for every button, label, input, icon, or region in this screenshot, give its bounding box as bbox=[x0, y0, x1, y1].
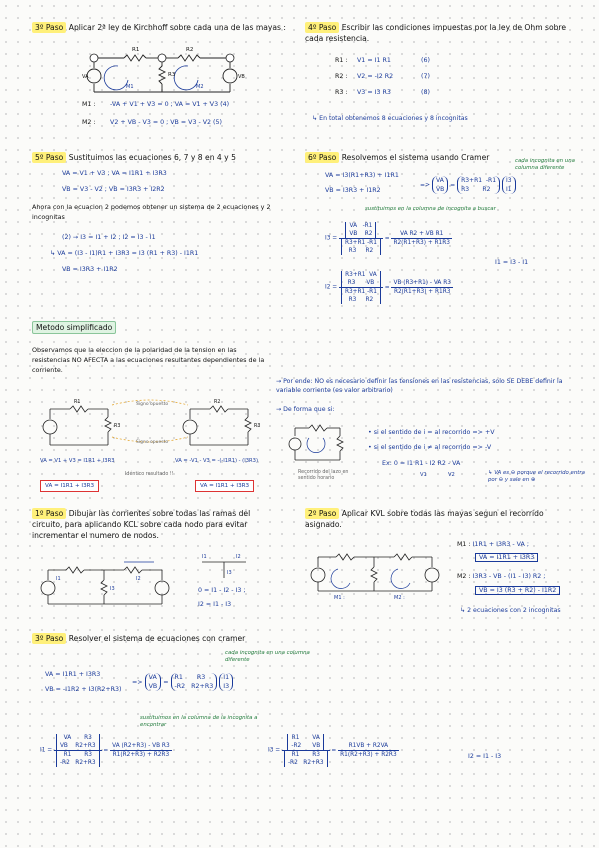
step3b-heading: Resolver el sistema de ecuaciones con cramer bbox=[68, 634, 246, 643]
svg-text:M1: M1 bbox=[126, 84, 134, 90]
step1-title: 1º Paso bbox=[32, 508, 66, 519]
step3a-header bbox=[32, 22, 287, 33]
node-diagram bbox=[198, 548, 258, 580]
step1-circuit bbox=[36, 558, 186, 608]
fig-mid: Idéntico resultado !! bbox=[125, 472, 174, 477]
step3a-heading: Aplicar 2ª ley de Kirchhoff sobre cada una de las mayas : bbox=[68, 23, 286, 32]
svg-text:I3: I3 bbox=[227, 570, 232, 576]
step1-kcl2: I2 = I1 - I3 bbox=[198, 601, 232, 608]
step3b-note-top: cada incognita en una columna diferente bbox=[225, 650, 310, 663]
step5-eq4: ↳ VA = (I3 - I1)R1 + I3R3 = I3 (R1 + R3) - I1R1 bbox=[50, 250, 199, 257]
step5-eq5: VB = I3R3 + I1R2 bbox=[62, 266, 118, 273]
simplified-note1: → Por ende: NO es necesario definir las tensiones en las resistencias, solo SE DEBE definir la variable corriente (es valor arbitrario) bbox=[276, 378, 563, 394]
step2-m1-box: VA = I1R1 + I3R3 bbox=[475, 553, 538, 563]
svg-text:I2: I2 bbox=[136, 576, 141, 582]
step4-heading: Escribir las condiciones impuestas por la ley de Ohm sobre cada resistencia. bbox=[305, 23, 567, 43]
step5-eq2: VB = V3 - V2 ; VB = I3R3 + I2R2 bbox=[62, 186, 165, 193]
simplified-observation: Observamos que la eleccion de la polaridad de la tension en las resistencias NO AFECTA a las ecuaciones resultantes dependientes de la corriente. bbox=[32, 346, 265, 374]
fig-eq-right: VA = -V1 - V3 = -(-I1R1) - (I3R3) bbox=[175, 458, 258, 464]
step3b-matrix-system: => VA VB = R1 R3 -R2 R2+R3 I1 I3 bbox=[132, 673, 233, 691]
svg-text:R3: R3 bbox=[254, 424, 261, 429]
step6-matrix-system: => VA VB = R3+R1 -R1 R3 R2 I3 I1 bbox=[420, 176, 516, 194]
step2-m2-box: VB = I3 (R3 + R2) - I1R2 bbox=[475, 586, 560, 596]
step3a-m1: M1 : -VA + V1 + V3 = 0 ; VA = V1 + V3 (4) bbox=[82, 101, 230, 108]
bullet-2: • si el sentido de i ≠ al recorrido => -V bbox=[368, 444, 492, 451]
example-sub2: V2 bbox=[448, 472, 455, 478]
svg-text:VB: VB bbox=[238, 74, 245, 80]
simplified-note2: → De forma que si: bbox=[276, 406, 335, 413]
step2-note: ↳ 2 ecuaciones con 2 incognitas bbox=[460, 607, 561, 614]
step6-eqB: VB = I3R3 + I1R2 bbox=[325, 187, 381, 194]
step2-circuit bbox=[306, 545, 456, 603]
step3b-header bbox=[32, 633, 245, 644]
step6-heading: Resolvemos el sistema usando Cramer bbox=[341, 153, 490, 162]
fig-box-left: VA = I1R1 + I3R3 bbox=[40, 480, 99, 492]
step5-heading: Sustituimos las ecuaciones 6, 7 y 8 en 4 y 5 bbox=[68, 153, 236, 162]
step6-header bbox=[305, 152, 489, 163]
step4-header bbox=[305, 22, 580, 44]
fig-box-right: VA = I1R1 + I3R3 bbox=[195, 480, 254, 492]
label-bot-arrow: Signo opuesto bbox=[136, 440, 169, 445]
step6-eqA: VA = I3(R1+R3) + I1R1 bbox=[325, 172, 399, 179]
step6-title: 6º Paso bbox=[305, 152, 339, 163]
step3b-eqA: VA = I1R1 + I3R3 bbox=[45, 671, 101, 678]
step3b-I3-cramer: I3 = R1 VA -R2 VB R1 R3 -R2 R2+R3 = $\frac{R1VB + R2VA}{R1(R2+R3) + R2R3}$ bbox=[268, 735, 397, 766]
svg-text:I1: I1 bbox=[56, 576, 61, 582]
simplified-circuit bbox=[40, 397, 270, 452]
mesh-circuit-top bbox=[80, 44, 250, 96]
svg-text:M1 :: M1 : bbox=[334, 595, 345, 601]
step3a-title: 3º Paso bbox=[32, 22, 66, 33]
step3b-I1-cramer: I1 = VA R3 VB R2+R3 R1 R3 -R2 R2+R3 = $\frac{\text{VA (R2+R3) - VB R3}}{R1(R2+R3) + R2R3}$ bbox=[40, 735, 170, 766]
step3b-title: 3º Paso bbox=[32, 633, 66, 644]
svg-text:I1: I1 bbox=[202, 554, 207, 560]
step4-total: ↳ En total obtenemos 8 ecuaciones y 8 incognitas bbox=[312, 115, 468, 122]
step5-title: 5º Paso bbox=[32, 152, 66, 163]
svg-text:R2: R2 bbox=[214, 400, 221, 405]
label-top-arrow: Signo opuesto bbox=[136, 402, 169, 407]
example-sub1: V1 bbox=[420, 472, 427, 478]
step4-title: 4º Paso bbox=[305, 22, 339, 33]
svg-text:I3: I3 bbox=[110, 586, 115, 592]
step1-kcl1: 0 = I1 - I2 - I3 ; bbox=[198, 587, 246, 594]
svg-text:VA: VA bbox=[82, 74, 89, 80]
step5-eq1: VA = V1 + V3 ; VA = I1R1 + I3R3 bbox=[62, 170, 167, 177]
label-r3: R3 bbox=[168, 72, 176, 78]
loop-example-circuit bbox=[285, 418, 355, 468]
fig-eq-left: VA = V1 + V3 = I1R1 + I3R3 bbox=[40, 458, 115, 464]
step6-I1-result: I1 = I3 - I1 bbox=[495, 259, 529, 266]
step5-text: Ahora con la ecuacion 2 podemos obtener un sistema de 2 ecuaciones y 2 incognitas bbox=[32, 203, 271, 221]
simplified-title: Metodo simplificado bbox=[32, 322, 116, 333]
step3b-note-mid: sustituimos en la columna de la incognita a encontrar bbox=[140, 715, 258, 728]
step4-ohm-list: R1 : V1 = I1 R1 (6) R2 : V2 = -I2 R2 (7) R3 : V3 = I3 R3 (8) bbox=[335, 57, 430, 96]
step6-note-top: cada incognita en una columna diferente bbox=[515, 158, 575, 171]
svg-text:R3: R3 bbox=[114, 424, 121, 429]
example-note: ↳ VA es ⊖ porque el recorrido entra por ⊖ y sale en ⊕ bbox=[488, 470, 585, 483]
step5-eq3: (2) → I3 = I1 + I2 ; I2 = I3 - I1 bbox=[62, 234, 156, 241]
svg-text:R1: R1 bbox=[74, 400, 81, 405]
step2-m1: M1 : I1R1 + I3R3 - VA ; bbox=[457, 541, 529, 548]
example-eq: Ex: 0 = I1 R1 - I2 R2 - VA bbox=[382, 460, 461, 467]
svg-text:M2 :: M2 : bbox=[394, 595, 405, 601]
step2-header bbox=[305, 508, 580, 530]
step6-I3-cramer: I3 = VA -R1 VB R2 R3+R1 -R1 R3 R2 = $\frac{\text{VA R2 + VB R1}}{R2(R1+R3) + R1R3}$ bbox=[325, 223, 450, 254]
step3b-I2-result: I2 = I1 - I3 bbox=[468, 753, 502, 760]
step1-heading: Dibujar las corrientes sobre todas las ramas del circuito, para aplicando KCL sobre cada nodo para evitar incrementar el numero de nodos. bbox=[32, 509, 251, 540]
step2-title: 2º Paso bbox=[305, 508, 339, 519]
step3b-eqB: VB = -I1R2 + I3(R2+R3) bbox=[45, 686, 122, 693]
step5-header bbox=[32, 152, 292, 163]
loop-caption: Recorrido del lazo en sentido horario bbox=[298, 470, 349, 481]
step3a-m2: M2 : V2 + VB - V3 = 0 ; VB = V3 - V2 (5) bbox=[82, 119, 222, 126]
step1-header bbox=[32, 508, 282, 541]
bullet-1: • si el sentido de i = al recorrido => +V bbox=[368, 429, 495, 436]
step2-heading: Aplicar KVL sobre todas las mayas segun el recorrido asignado. bbox=[305, 509, 544, 529]
svg-text:M2: M2 bbox=[196, 84, 204, 90]
label-r2: R2 bbox=[186, 47, 194, 53]
label-r1: R1 bbox=[132, 47, 140, 53]
step6-note-mid: sustituimos en la columna de incognita a buscar bbox=[365, 206, 496, 212]
step6-I2-cramer: I2 = R3+R1 VA R3 VB R3+R1 -R1 R3 R2 = $\frac{\text{VB (R3+R1) - VA R3}}{R2(R1+R3) + R1R3}$ bbox=[325, 272, 451, 303]
svg-text:I2: I2 bbox=[236, 554, 241, 560]
step2-m2: M2 : I3R3 - VB - (I1 - I3) R2 ; bbox=[457, 573, 546, 580]
